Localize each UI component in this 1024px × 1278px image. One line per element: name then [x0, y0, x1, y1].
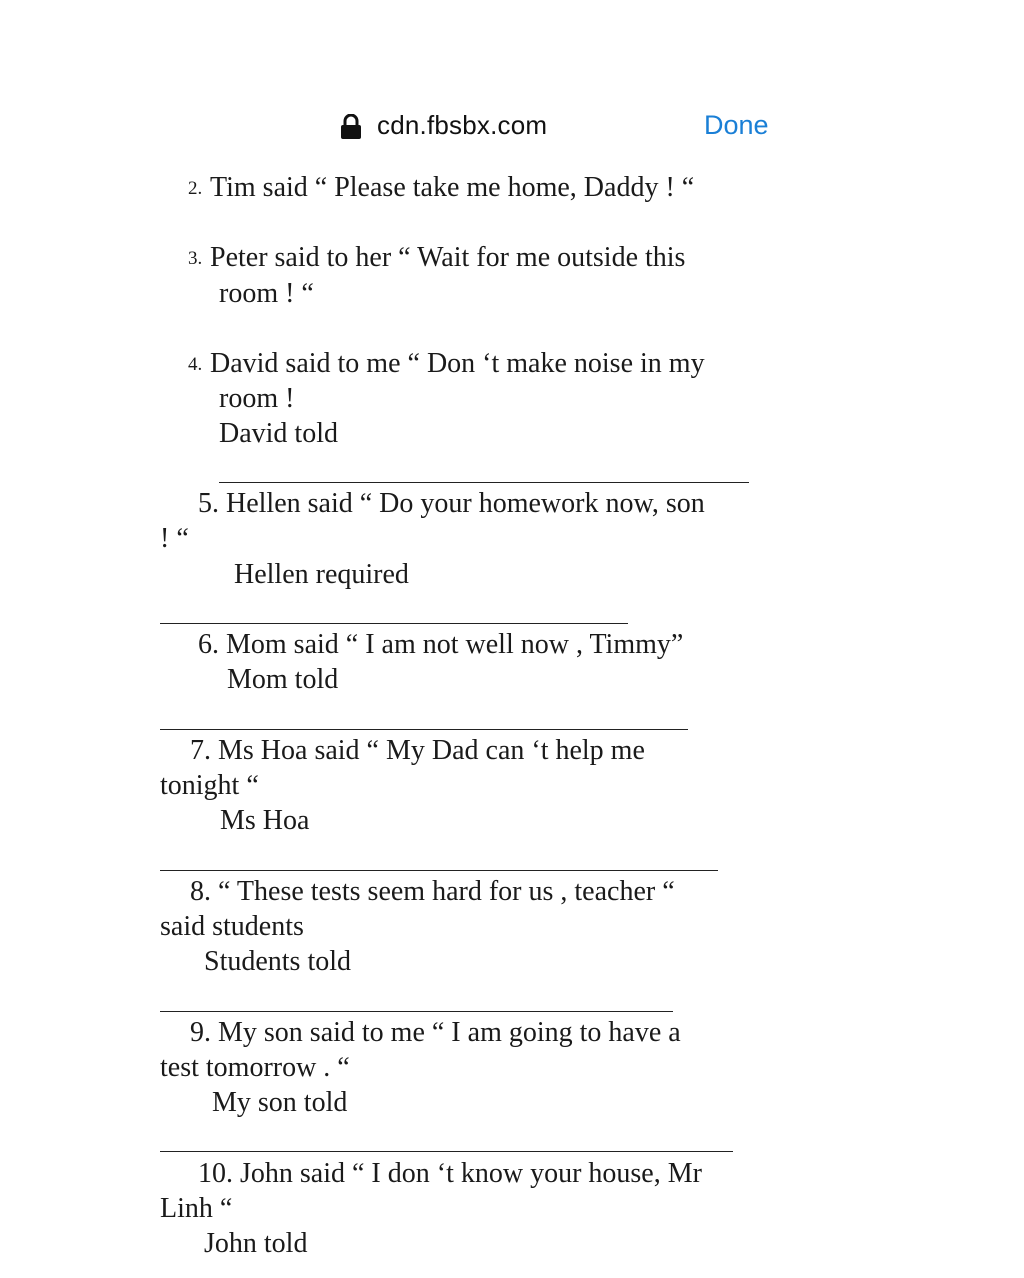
item-9-prompt: My son told [212, 1087, 348, 1118]
item-10-prompt: John told [204, 1228, 308, 1259]
answer-line-7 [160, 870, 718, 871]
item-7-line2: tonight “ [160, 770, 259, 801]
done-button[interactable]: Done [704, 110, 769, 140]
item-9-line1: 9. My son said to me “ I am going to have a [190, 1017, 681, 1048]
item-8-prompt: Students told [204, 946, 352, 977]
lock-icon [340, 114, 362, 140]
item-8-line1: 8. “ These tests seem hard for us , teacher “ [190, 876, 675, 907]
item-5-prompt: Hellen required [234, 559, 409, 590]
item-3-line1: Peter said to her “ Wait for me outside this [210, 242, 686, 273]
item-5-line2: ! “ [160, 523, 189, 554]
item-6-prompt: Mom told [227, 664, 339, 695]
item-3-line2: room ! “ [219, 278, 314, 309]
item-9-line2: test tomorrow . “ [160, 1052, 350, 1083]
item-8-line2: said students [160, 911, 304, 942]
item-5-line1: 5. Hellen said “ Do your homework now, son [198, 488, 705, 519]
item-7-line1: 7. Ms Hoa said “ My Dad can ‘t help me [190, 735, 645, 766]
item-2-number: 2. [188, 178, 203, 199]
answer-line-5 [160, 623, 628, 624]
answer-line-8 [160, 1011, 673, 1012]
item-6-line1: 6. Mom said “ I am not well now , Timmy” [198, 629, 684, 660]
item-10-line2: Linh “ [160, 1193, 233, 1224]
item-4-number: 4. [188, 354, 203, 375]
answer-line-6 [160, 729, 688, 730]
item-4-line1: David said to me “ Don ‘t make noise in my [210, 348, 705, 379]
url-text: cdn.fbsbx.com [377, 110, 548, 140]
item-4-line2: room ! [219, 383, 295, 414]
item-4-prompt: David told [219, 418, 338, 449]
item-3-number: 3. [188, 248, 203, 269]
answer-line-4 [219, 482, 749, 483]
item-7-prompt: Ms Hoa [220, 805, 310, 836]
item-2-text: Tim said “ Please take me home, Daddy ! “ [210, 172, 695, 203]
item-10-line1: 10. John said “ I don ‘t know your house, Mr [198, 1158, 702, 1189]
answer-line-9 [160, 1151, 733, 1152]
